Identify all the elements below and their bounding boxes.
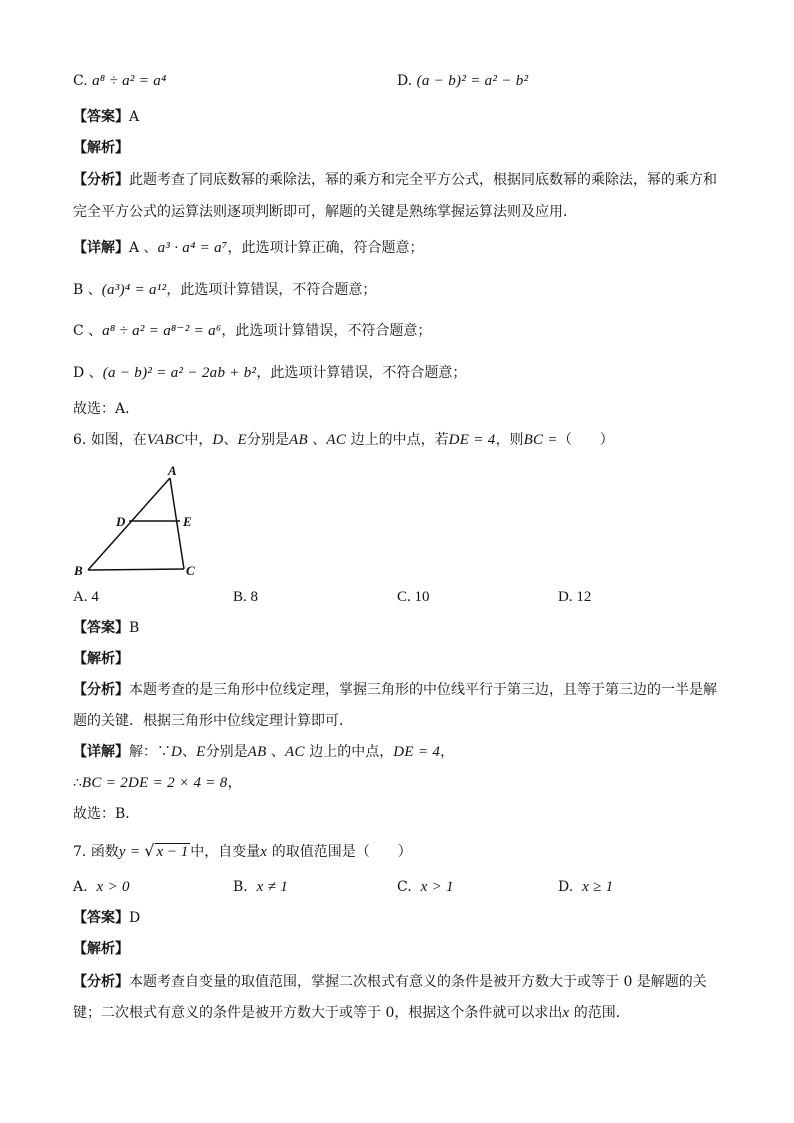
fenxi-text: 题的关键．根据三角形中位线定理计算即可． [73, 713, 353, 729]
conclusion-text: 故选：A． [73, 401, 140, 417]
sqrt-icon: √ [144, 841, 155, 860]
fenxi-tag: 【分析】 [73, 682, 129, 698]
fenxi-tag: 【分析】 [73, 974, 129, 990]
q7-fenxi-line-1 [73, 972, 707, 992]
q5-detail-b [73, 280, 376, 300]
q6-analysis-heading [73, 649, 129, 669]
q6-detail-line-2 [73, 773, 242, 793]
detail-expression: (a − b)² = a² − 2ab + b² [102, 365, 257, 381]
q7-option-d [558, 877, 613, 897]
fenxi-text: 本题考查的是三角形中位线定理，掌握三角形的中位线平行于第三边，且等于第三边的一半是解 [129, 682, 717, 698]
q5-detail-d [73, 363, 466, 383]
stem-math: DE = 4 [448, 432, 496, 448]
stem-text: ，则 [495, 432, 524, 448]
side-ab [88, 478, 170, 570]
q6-option-a: A. 4 [73, 589, 99, 605]
side-bc [88, 569, 184, 570]
detail-expression: a⁸ ÷ a² = a⁸⁻² = a⁶ [102, 323, 222, 339]
fenxi-math: x [562, 1005, 570, 1021]
stem-math: y = [118, 844, 145, 860]
detail-math: AB [247, 744, 267, 760]
detail-option: D 、 [73, 365, 103, 381]
q7-analysis-heading [73, 939, 129, 959]
answer-value: B [129, 620, 140, 636]
stem-text: 、 [223, 432, 238, 448]
q6-fenxi-line-1 [73, 680, 717, 700]
detail-math: AC [285, 744, 305, 760]
label-a: A [168, 463, 177, 478]
detail-text: ∴ [73, 775, 82, 791]
option-expression: a⁸ ÷ a² = a⁴ [92, 73, 167, 89]
q7-answer [73, 908, 140, 928]
stem-text: （ ） [557, 432, 614, 448]
q7-option-b [233, 877, 288, 897]
detail-expression: a³ · a⁴ = a⁷ [157, 240, 228, 256]
stem-math: AC [326, 432, 347, 448]
stem-text: 边上的中点，若 [346, 432, 449, 448]
q6-conclusion [73, 804, 139, 824]
stem-text: 中，自变量 [190, 844, 261, 860]
xiangjie-tag: 【详解】 [73, 240, 129, 256]
label-b: B [74, 563, 83, 578]
q6-stem [73, 430, 614, 450]
radicand: x − 1 [156, 844, 189, 860]
detail-text: 、 [266, 744, 285, 760]
detail-math: E [196, 744, 206, 760]
q5-detail-a [73, 238, 423, 258]
q5-detail-c [73, 321, 431, 341]
option-expression: x > 0 [96, 879, 130, 895]
fenxi-text: 键；二次根式有意义的条件是被开方数大于或等于 0，根据这个条件就可以求出 [73, 1005, 563, 1021]
side-ac [170, 478, 184, 569]
q5-option-d [397, 71, 528, 91]
q5-analysis-heading [73, 138, 129, 158]
q6-fenxi-line-2 [73, 711, 353, 731]
analysis-tag: 【解析】 [73, 140, 129, 156]
q5-conclusion [73, 399, 139, 419]
option-label: C. [397, 879, 412, 895]
detail-text: ，此选项计算错误，不符合题意； [166, 282, 377, 298]
fenxi-text: 此题考查了同底数幂的乘除法，幂的乘方和完全平方公式，根据同底数幂的乘除法，幂的乘方和 [129, 172, 717, 188]
q7-fenxi-line-2 [73, 1003, 630, 1023]
option-label: D. [397, 73, 413, 89]
answer-tag: 【答案】 [73, 910, 129, 926]
fenxi-text: 本题考查自变量的取值范围，掌握二次根式有意义的条件是被开方数大于或等于 0 是解题的关 [129, 974, 707, 990]
q7-option-c [397, 877, 454, 897]
label-e: E [183, 514, 192, 529]
detail-text: 边上的中点， [304, 744, 394, 760]
triangle-figure [70, 460, 210, 585]
q7-stem [73, 841, 412, 862]
q5-option-c [73, 71, 167, 91]
detail-text: 分别是 [205, 744, 248, 760]
detail-text: ，此选项计算正确，符合题意； [227, 240, 424, 256]
q5-fenxi-line-2 [73, 202, 577, 222]
label-d: D [116, 514, 126, 529]
q6-option-b: B. 8 [233, 589, 259, 605]
detail-math: D [171, 744, 183, 760]
detail-expression: (a³)⁴ = a¹² [101, 282, 167, 298]
q5-fenxi-line-1 [73, 170, 717, 190]
detail-text: ， [227, 775, 242, 791]
analysis-tag: 【解析】 [73, 651, 129, 667]
stem-math: AB [289, 432, 308, 448]
stem-text: 、 [307, 432, 327, 448]
question-number: 6. [73, 432, 87, 448]
stem-text: 中， [184, 432, 213, 448]
fenxi-text: 完全平方公式的运算法则逐项判断即可，解题的关键是熟练掌握运算法则及应用． [73, 204, 577, 220]
fenxi-text: 的范围． [569, 1005, 630, 1021]
detail-option: A 、 [129, 240, 158, 256]
option-expression: x ≥ 1 [582, 879, 614, 895]
detail-option: B 、 [73, 282, 102, 298]
detail-text: 解：∵ [129, 744, 171, 760]
answer-tag: 【答案】 [73, 620, 129, 636]
stem-math: E [237, 432, 248, 448]
stem-text: 分别是 [247, 432, 290, 448]
question-number: 7. [73, 844, 87, 860]
q6-option-c: C. 10 [397, 589, 430, 605]
stem-math: BC = [523, 432, 558, 448]
option-label: C. [73, 73, 88, 89]
detail-text: ，此选项计算错误，不符合题意； [256, 365, 467, 381]
answer-value: D [129, 910, 141, 926]
q7-option-a [73, 877, 130, 897]
detail-math: BC = 2DE = 2 × 4 = 8 [81, 775, 228, 791]
stem-text: 的取值范围是（ ） [267, 844, 412, 860]
answer-value: A [129, 109, 140, 125]
stem-math: VABC [146, 432, 185, 448]
detail-text: 、 [182, 744, 197, 760]
q6-option-d: D. 12 [558, 589, 592, 605]
option-label: A. [73, 879, 88, 895]
option-label: B. [233, 879, 248, 895]
detail-math: DE = 4 [393, 744, 441, 760]
q6-detail-line-1 [73, 742, 454, 762]
option-expression: x > 1 [420, 879, 454, 895]
q5-answer [73, 107, 139, 127]
stem-math: x [260, 844, 268, 860]
detail-text: ， [440, 744, 455, 760]
analysis-tag: 【解析】 [73, 941, 129, 957]
option-label: D. [558, 879, 574, 895]
xiangjie-tag: 【详解】 [73, 744, 129, 760]
detail-text: ，此选项计算错误，不符合题意； [221, 323, 432, 339]
conclusion-text: 故选：B． [73, 806, 140, 822]
label-c: C [186, 563, 195, 578]
option-expression: (a − b)² = a² − b² [416, 73, 529, 89]
q6-answer [73, 618, 139, 638]
stem-math: D [212, 432, 224, 448]
stem-text: 如图，在 [90, 432, 147, 448]
option-expression: x ≠ 1 [256, 879, 289, 895]
detail-option: C 、 [73, 323, 103, 339]
stem-text: 函数 [90, 844, 119, 860]
fenxi-tag: 【分析】 [73, 172, 129, 188]
answer-tag: 【答案】 [73, 109, 129, 125]
